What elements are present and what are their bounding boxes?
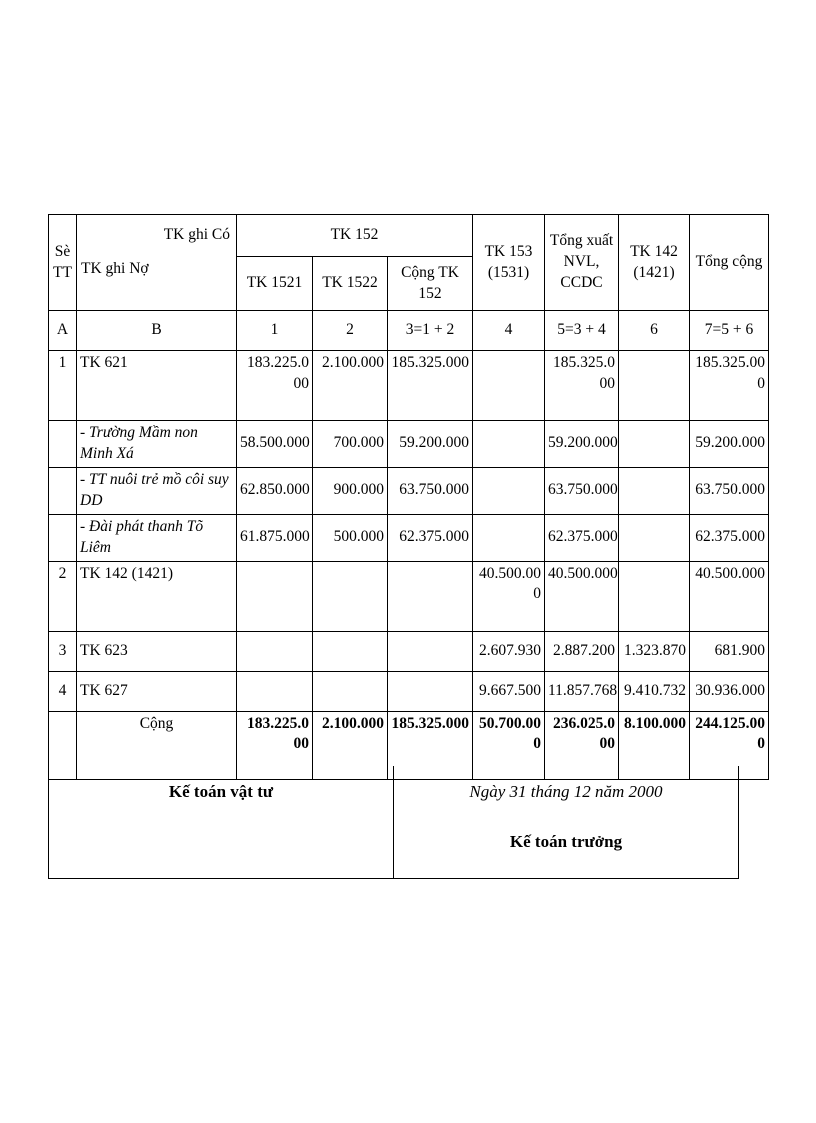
total-tong-cong: 244.125.000: [690, 711, 769, 779]
cell-cong-tk152: 185.325.000: [388, 351, 473, 421]
cell-tk153: [473, 467, 545, 514]
total-tk142: 8.100.000: [619, 711, 690, 779]
total-cong-tk152: 185.325.000: [388, 711, 473, 779]
row-stt: 3: [49, 631, 77, 671]
row-stt: [49, 514, 77, 561]
cell-tk1521: [237, 561, 313, 631]
cell-cong-tk152: [388, 631, 473, 671]
header-tk153: TK 153 (1531): [473, 215, 545, 311]
row-account: - Đài phát thanh Tõ Liêm: [77, 514, 237, 561]
table-row: [49, 351, 769, 421]
row-account: TK 621: [77, 351, 237, 421]
cell-tk1522: 700.000: [313, 421, 388, 468]
index-cell: 6: [619, 311, 690, 351]
index-cell: 4: [473, 311, 545, 351]
row-stt: 1: [49, 351, 77, 421]
cell-tong-cong: 63.750.000: [690, 467, 769, 514]
cell-tk1522: 900.000: [313, 467, 388, 514]
cell-tk142: 9.410.732: [619, 671, 690, 711]
table-row: [49, 561, 769, 631]
cell-tk142: [619, 351, 690, 421]
cell-tk153: [473, 514, 545, 561]
cell-tk153: 2.607.930: [473, 631, 545, 671]
header-tong-cong: Tổng cộng: [690, 215, 769, 311]
table-row: [49, 467, 769, 514]
index-cell: 3=1 + 2: [388, 311, 473, 351]
index-cell: 1: [237, 311, 313, 351]
cell-tk1521: [237, 671, 313, 711]
cell-tong-cong: 59.200.000: [690, 421, 769, 468]
cell-tk142: [619, 561, 690, 631]
cell-tk153: [473, 421, 545, 468]
total-tk153: 50.700.000: [473, 711, 545, 779]
header-tk142: TK 142 (1421): [619, 215, 690, 311]
chief-accountant-title: Kế toán trưởng: [509, 832, 623, 851]
cell-tong-xuat: 185.325.000: [545, 351, 619, 421]
cell-tk142: [619, 421, 690, 468]
total-tong-xuat: 236.025.000: [545, 711, 619, 779]
cell-tk1521: [237, 631, 313, 671]
cell-tong-xuat: 11.857.768: [545, 671, 619, 711]
cell-tk1522: [313, 631, 388, 671]
row-account: - Trường Mầm non Minh Xá: [77, 421, 237, 468]
index-row: [49, 311, 769, 351]
cell-tong-cong: 40.500.000: [690, 561, 769, 631]
index-cell: B: [77, 311, 237, 351]
cell-tk1521: 61.875.000: [237, 514, 313, 561]
table-row: [49, 421, 769, 468]
cell-cong-tk152: 63.750.000: [388, 467, 473, 514]
cell-cong-tk152: 59.200.000: [388, 421, 473, 468]
ledger-table: [48, 214, 769, 780]
signature-left: [49, 766, 394, 879]
header-corner: [77, 215, 237, 311]
signature-date: Ngày 31 tháng 12 năm 2000: [469, 782, 663, 801]
row-stt: [49, 421, 77, 468]
index-cell: A: [49, 311, 77, 351]
row-stt: 4: [49, 671, 77, 711]
cell-tong-cong: 681.900: [690, 631, 769, 671]
row-account: TK 627: [77, 671, 237, 711]
cell-cong-tk152: 62.375.000: [388, 514, 473, 561]
cell-tk1521: 58.500.000: [237, 421, 313, 468]
total-tk1521: 183.225.000: [237, 711, 313, 779]
table-row: [49, 671, 769, 711]
signature-table: [48, 766, 739, 879]
row-account: TK 142 (1421): [77, 561, 237, 631]
cell-tk153: [473, 351, 545, 421]
cell-tk1522: [313, 561, 388, 631]
cell-tk142: 1.323.870: [619, 631, 690, 671]
index-cell: 7=5 + 6: [690, 311, 769, 351]
header-tk152: TK 152: [237, 215, 473, 257]
cell-tk153: 40.500.000: [473, 561, 545, 631]
cell-tk1522: 2.100.000: [313, 351, 388, 421]
cell-tk1521: 183.225.000: [237, 351, 313, 421]
header-tong-xuat: Tổng xuất NVL, CCDC: [545, 215, 619, 311]
row-stt: 2: [49, 561, 77, 631]
signature-right: [394, 766, 739, 879]
accountant-title: Kế toán vật tư: [168, 782, 274, 801]
header-credit-label: TK ghi Có: [163, 226, 230, 243]
table-row: [49, 514, 769, 561]
row-account: TK 623: [77, 631, 237, 671]
cell-tong-cong: 30.936.000: [690, 671, 769, 711]
cell-cong-tk152: [388, 561, 473, 631]
cell-tong-xuat: 59.200.000: [545, 421, 619, 468]
cell-tong-cong: 185.325.000: [690, 351, 769, 421]
total-label: Cộng: [77, 711, 237, 779]
index-cell: 2: [313, 311, 388, 351]
header-stt: Sè TT: [49, 215, 77, 311]
row-account: - TT nuôi trẻ mồ côi suy DD: [77, 467, 237, 514]
cell-tong-cong: 62.375.000: [690, 514, 769, 561]
index-cell: 5=3 + 4: [545, 311, 619, 351]
header-debit-label: TK ghi Nợ: [81, 260, 149, 277]
cell-tk142: [619, 467, 690, 514]
total-tk1522: 2.100.000: [313, 711, 388, 779]
cell-tk1522: [313, 671, 388, 711]
header-cong-tk152: Cộng TK 152: [388, 257, 473, 311]
row-stt: [49, 467, 77, 514]
cell-tk153: 9.667.500: [473, 671, 545, 711]
cell-tk1522: 500.000: [313, 514, 388, 561]
header-tk1521: TK 1521: [237, 257, 313, 311]
cell-tong-xuat: 40.500.000: [545, 561, 619, 631]
cell-tk1521: 62.850.000: [237, 467, 313, 514]
table-row: [49, 631, 769, 671]
cell-tong-xuat: 62.375.000: [545, 514, 619, 561]
cell-cong-tk152: [388, 671, 473, 711]
cell-tong-xuat: 2.887.200: [545, 631, 619, 671]
cell-tong-xuat: 63.750.000: [545, 467, 619, 514]
header-tk1522: TK 1522: [313, 257, 388, 311]
cell-tk142: [619, 514, 690, 561]
